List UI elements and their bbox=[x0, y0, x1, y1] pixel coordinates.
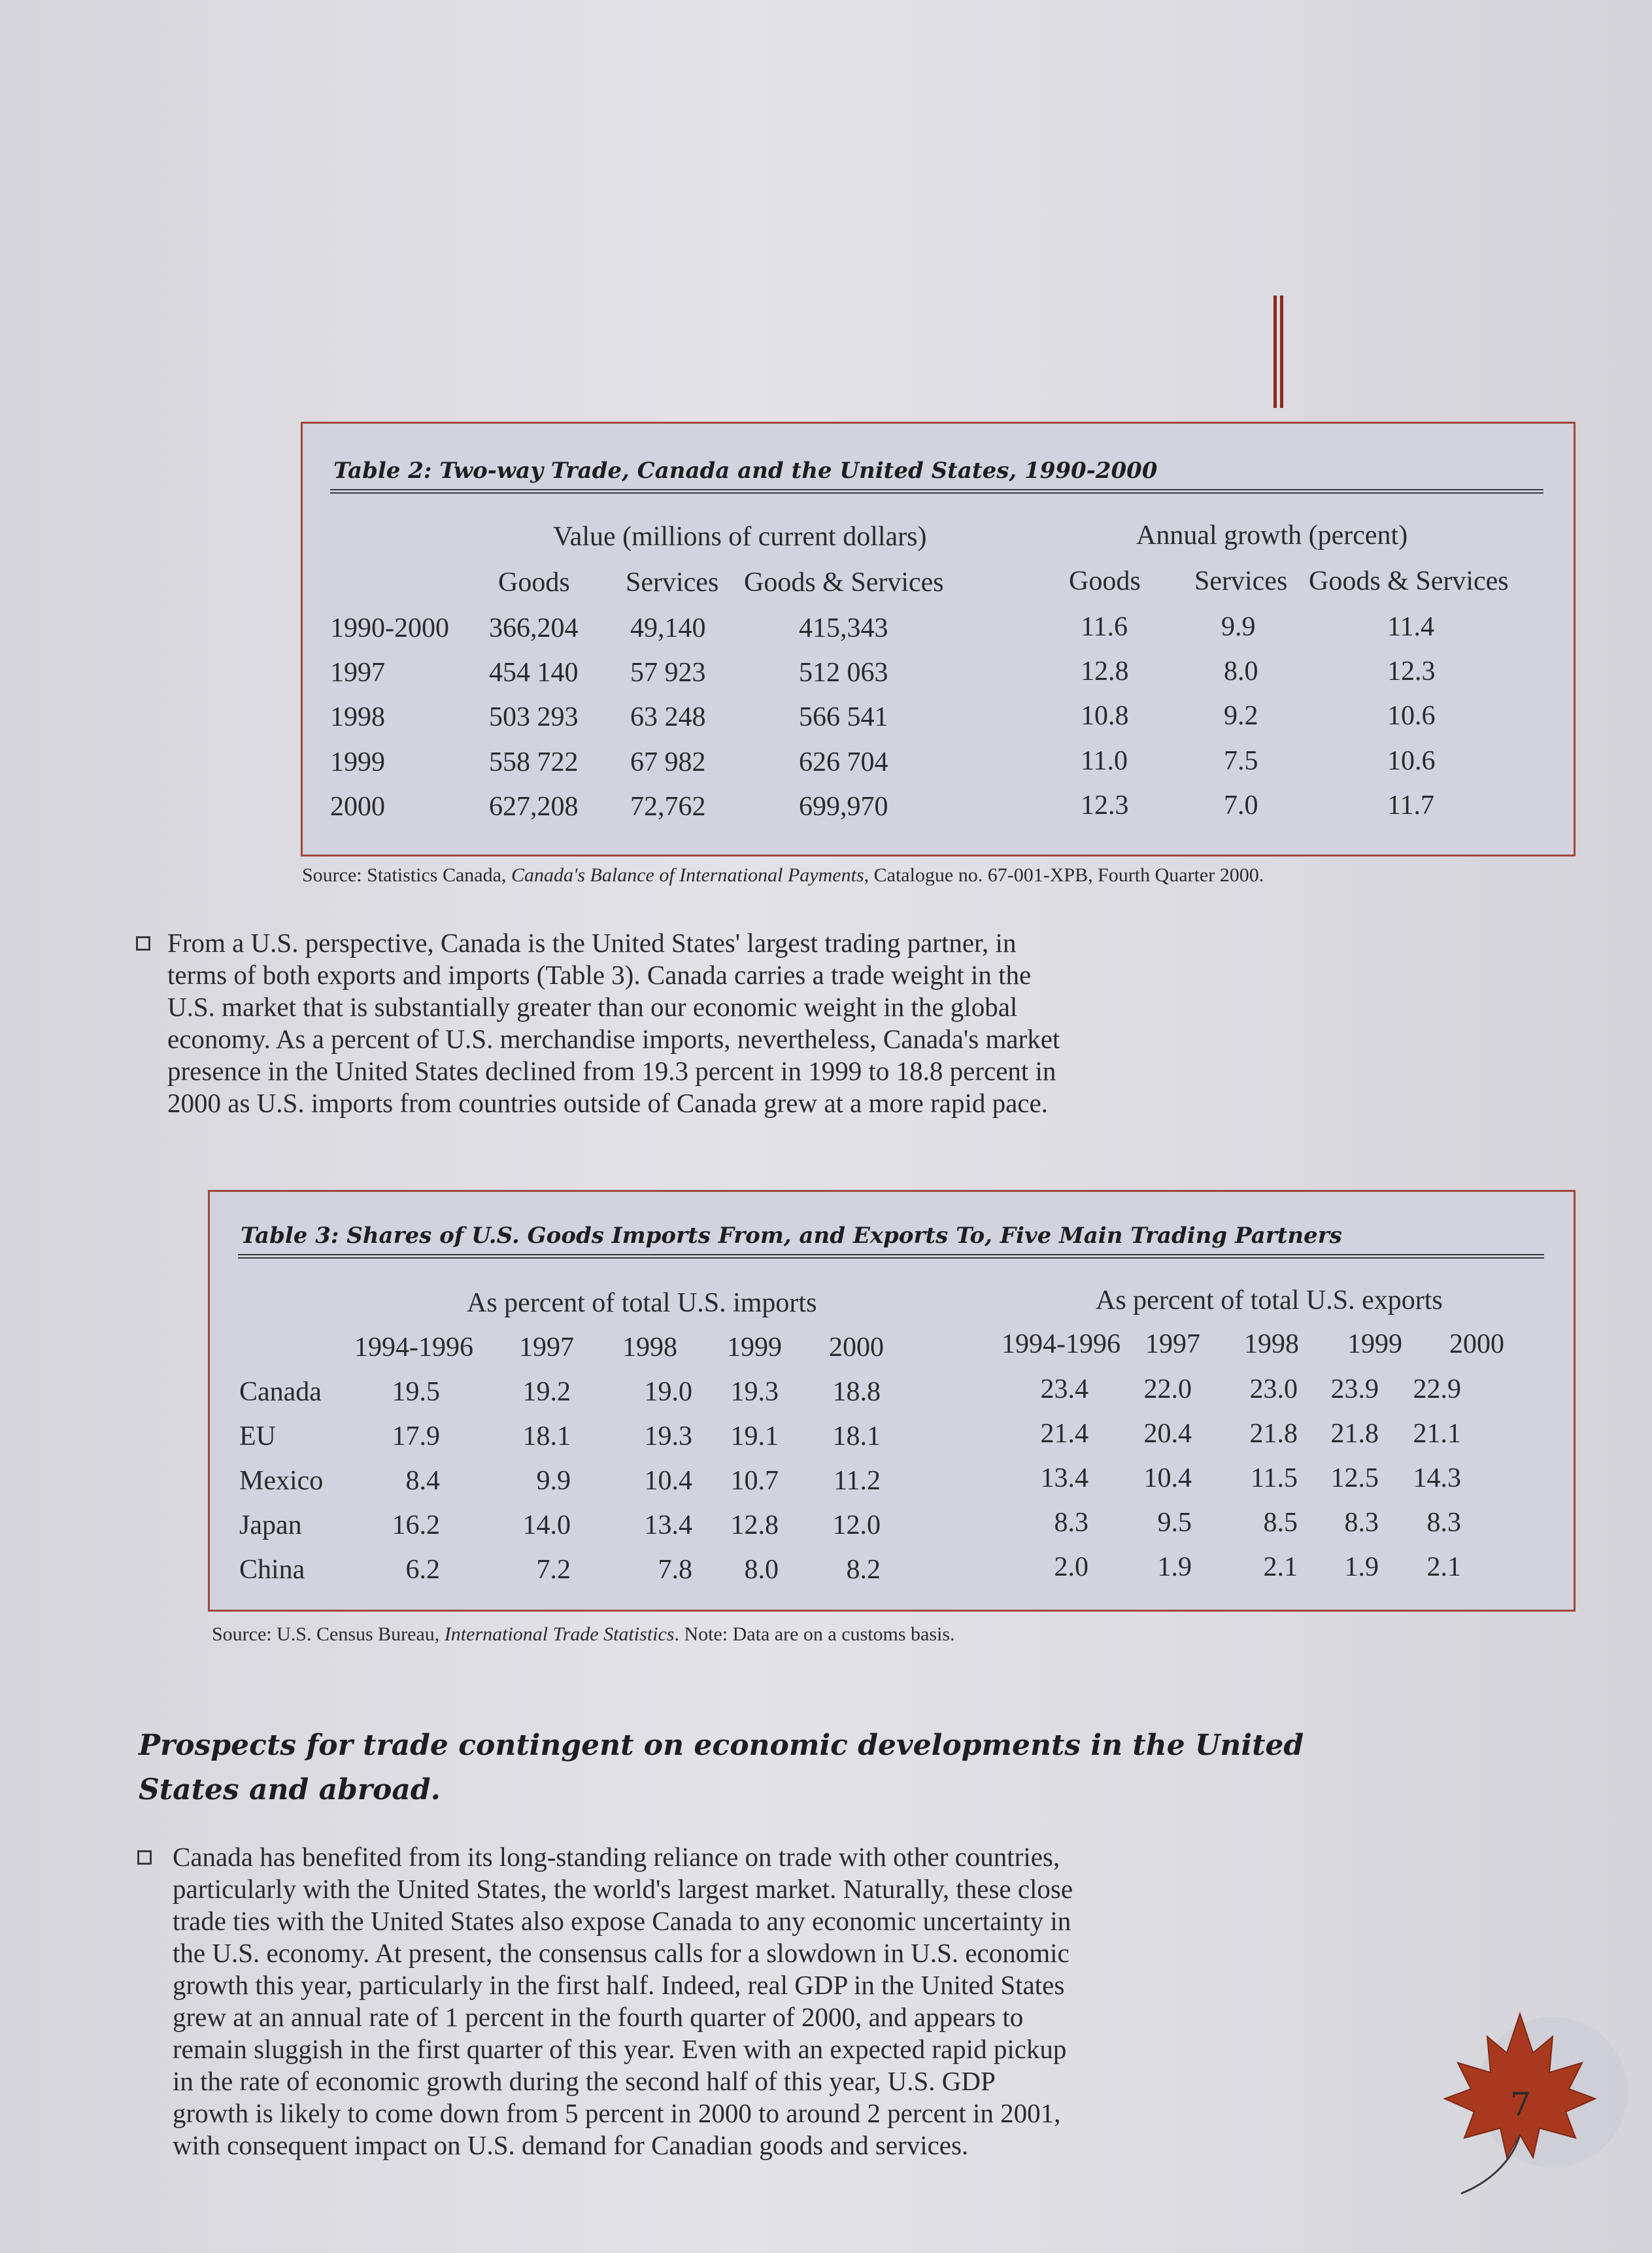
table-3-import-value: 19.3 bbox=[644, 1421, 692, 1451]
table-2-period: 1997 bbox=[330, 658, 385, 688]
table-2-goods: 558 722 bbox=[489, 747, 579, 777]
table-3-export-value: 23.4 bbox=[1040, 1374, 1088, 1404]
paragraph-line: terms of both exports and imports (Table 3). Canada carries a trade weight in the bbox=[167, 960, 1032, 990]
table-2-goods-services: 566 541 bbox=[799, 702, 888, 732]
table-3-import-value: 19.2 bbox=[522, 1377, 571, 1407]
paragraph-line: grew at an annual rate of 1 percent in the fourth quarter of 2000, and appears to bbox=[173, 2002, 1024, 2032]
table-2-growth-goods: 11.6 bbox=[1081, 612, 1128, 642]
table-3-import-value: 6.2 bbox=[405, 1555, 440, 1585]
table-3-import-value: 19.1 bbox=[730, 1421, 779, 1451]
table-3-title: Table 3: Shares of U.S. Goods Imports From, and Exports To, Five Main Trading Partners bbox=[241, 1223, 1342, 1249]
table-2-growth-services: 7.0 bbox=[1224, 790, 1258, 821]
table-2-growth-goods: 12.3 bbox=[1081, 790, 1129, 821]
table-2-growth-goods: 12.8 bbox=[1081, 656, 1129, 686]
table-3-title-rule bbox=[238, 1254, 1544, 1259]
table-3-export-value: 22.0 bbox=[1143, 1374, 1192, 1404]
table-3-export-value: 2.1 bbox=[1263, 1552, 1298, 1582]
table-2-growth-goods-services: 10.6 bbox=[1387, 746, 1436, 776]
table-3-import-value: 10.7 bbox=[730, 1466, 779, 1496]
table-2-growth-services: 8.0 bbox=[1224, 656, 1258, 686]
section-heading-line: States and abroad. bbox=[139, 1773, 441, 1806]
table-3-export-value: 1.9 bbox=[1344, 1552, 1379, 1582]
table-2-growth-services: 9.2 bbox=[1224, 701, 1258, 731]
table-3-export-value: 22.9 bbox=[1413, 1374, 1461, 1404]
table-2-source-prefix: Source: Statistics Canada, bbox=[302, 864, 511, 886]
table-2-goods: 454 140 bbox=[489, 658, 579, 688]
section-heading-line: Prospects for trade contingent on economic developments in the United bbox=[139, 1729, 1304, 1762]
table-3-import-value: 17.9 bbox=[392, 1421, 440, 1451]
table-3-import-value: 19.5 bbox=[392, 1377, 440, 1407]
table-2-col-goods: Goods bbox=[498, 567, 570, 598]
table-3-export-value: 23.0 bbox=[1249, 1374, 1298, 1404]
table-3-import-value: 10.4 bbox=[644, 1466, 692, 1496]
table-3-country: EU bbox=[239, 1421, 276, 1451]
table-3-export-value: 13.4 bbox=[1040, 1463, 1088, 1493]
table-3-import-year: 1994-1996 bbox=[354, 1332, 473, 1363]
paragraph-line: presence in the United States declined from 19.3 percent in 1999 to 18.8 percent in bbox=[167, 1056, 1056, 1086]
table-2-source-title: Canada's Balance of International Payments bbox=[511, 864, 864, 886]
table-3-export-value: 1.9 bbox=[1157, 1552, 1192, 1582]
table-3-import-value: 18.1 bbox=[832, 1421, 881, 1451]
table-3-country: China bbox=[239, 1555, 305, 1585]
table-2-group-value: Value (millions of current dollars) bbox=[553, 522, 927, 552]
table-3-export-value: 8.3 bbox=[1426, 1508, 1461, 1538]
table-2-goods-services: 626 704 bbox=[799, 747, 888, 777]
paragraph-us-economy bbox=[173, 1841, 1073, 2161]
table-3-import-value: 19.0 bbox=[644, 1377, 692, 1407]
table-2-goods-services: 699,970 bbox=[799, 792, 888, 822]
table-2-period: 2000 bbox=[330, 792, 385, 822]
table-3-export-value: 23.9 bbox=[1330, 1374, 1379, 1404]
table-3-import-value: 7.8 bbox=[658, 1555, 692, 1585]
table-2-services: 63 248 bbox=[630, 702, 706, 732]
page-number: 7 bbox=[1510, 2086, 1531, 2124]
table-2-services: 57 923 bbox=[630, 658, 706, 688]
table-2-col-growth-goods-services: Goods & Services bbox=[1309, 566, 1509, 596]
table-3-export-value: 8.3 bbox=[1054, 1508, 1088, 1538]
table-3-source-prefix: Source: U.S. Census Bureau, bbox=[212, 1623, 445, 1645]
table-3-source-title: International Trade Statistics bbox=[444, 1623, 675, 1645]
table-3-import-value: 7.2 bbox=[536, 1555, 571, 1585]
decorative-red-bars bbox=[1273, 296, 1284, 408]
paragraph-line: growth this year, particularly in the first half. Indeed, real GDP in the United States bbox=[173, 1970, 1065, 2000]
table-3-export-year: 1994-1996 bbox=[1002, 1329, 1121, 1359]
table-3-export-value: 8.5 bbox=[1263, 1508, 1298, 1538]
paragraph-line: 2000 as U.S. imports from countries outside of Canada grew at a more rapid pace. bbox=[167, 1088, 1048, 1118]
table-2-title: Table 2: Two-way Trade, Canada and the United States, 1990-2000 bbox=[333, 458, 1158, 484]
table-2-growth-goods-services: 12.3 bbox=[1387, 656, 1436, 686]
table-3-export-year: 1998 bbox=[1244, 1329, 1299, 1359]
table-3-export-value: 11.5 bbox=[1251, 1463, 1298, 1493]
table-3-export-value: 9.5 bbox=[1157, 1508, 1192, 1538]
table-3-export-value: 2.1 bbox=[1426, 1552, 1461, 1582]
paragraph-line: in the rate of economic growth during the second half of this year, U.S. GDP bbox=[173, 2066, 996, 2096]
table-2-goods: 366,204 bbox=[489, 613, 579, 643]
table-2-goods-services: 415,343 bbox=[799, 613, 888, 643]
table-2-period: 1998 bbox=[330, 702, 385, 732]
table-2-growth-goods: 11.0 bbox=[1081, 746, 1128, 776]
table-2-group-growth: Annual growth (percent) bbox=[1136, 520, 1408, 551]
paragraph-line: U.S. market that is substantially greater than our economic weight in the global bbox=[167, 992, 1018, 1022]
paragraph-line: Canada has benefited from its long-standing reliance on trade with other countries, bbox=[173, 1842, 1060, 1872]
table-2-source bbox=[302, 864, 1264, 887]
paragraph-line: growth is likely to come down from 5 percent in 2000 to around 2 percent in 2001, bbox=[173, 2098, 1061, 2128]
table-3-export-value: 2.0 bbox=[1054, 1552, 1088, 1582]
table-3-export-year: 1999 bbox=[1347, 1329, 1402, 1359]
table-3-import-value: 9.9 bbox=[536, 1466, 571, 1496]
table-2-col-growth-services: Services bbox=[1194, 566, 1288, 596]
paragraph-canada-trading-partner bbox=[167, 927, 1060, 1119]
paragraph-line: particularly with the United States, the world's largest market. Naturally, these close bbox=[173, 1874, 1073, 1904]
table-3-import-value: 11.2 bbox=[834, 1466, 881, 1496]
table-3-export-value: 14.3 bbox=[1413, 1463, 1461, 1493]
table-2-services: 67 982 bbox=[630, 747, 706, 777]
table-3-group-imports: As percent of total U.S. imports bbox=[467, 1288, 817, 1318]
table-2-col-growth-goods: Goods bbox=[1069, 566, 1141, 596]
table-3-import-value: 13.4 bbox=[644, 1510, 692, 1540]
table-2-services: 49,140 bbox=[630, 613, 706, 643]
bullet-checkbox-icon bbox=[136, 936, 150, 951]
paragraph-line: remain sluggish in the first quarter of this year. Even with an expected rapid pickup bbox=[173, 2034, 1067, 2064]
table-3-group-exports: As percent of total U.S. exports bbox=[1096, 1285, 1443, 1315]
table-3-export-value: 21.8 bbox=[1249, 1419, 1298, 1449]
table-2-col-services: Services bbox=[626, 567, 719, 598]
paragraph-line: the U.S. economy. At present, the consensus calls for a slowdown in U.S. economic bbox=[173, 1938, 1070, 1968]
table-3-country: Mexico bbox=[239, 1466, 324, 1496]
table-2-period: 1990-2000 bbox=[330, 613, 449, 643]
table-2-goods-services: 512 063 bbox=[799, 658, 888, 688]
table-2-growth-goods-services: 11.7 bbox=[1387, 790, 1434, 821]
table-2-period: 1999 bbox=[330, 747, 385, 777]
paragraph-line: From a U.S. perspective, Canada is the United States' largest trading partner, in bbox=[167, 928, 1017, 958]
table-2-goods: 503 293 bbox=[489, 702, 579, 732]
table-2-goods: 627,208 bbox=[489, 792, 579, 822]
table-3-import-value: 14.0 bbox=[522, 1510, 571, 1540]
table-3-import-year: 1998 bbox=[622, 1332, 677, 1363]
table-3-import-value: 12.8 bbox=[730, 1510, 779, 1540]
table-2-growth-goods-services: 10.6 bbox=[1387, 701, 1436, 731]
table-3-export-value: 10.4 bbox=[1143, 1463, 1192, 1493]
table-3-source-suffix: . Note: Data are on a customs basis. bbox=[674, 1623, 955, 1645]
table-3-export-year: 1997 bbox=[1145, 1329, 1200, 1359]
table-3-import-year: 1999 bbox=[727, 1332, 782, 1363]
table-2-source-suffix: , Catalogue no. 67-001-XPB, Fourth Quarter 2000. bbox=[864, 864, 1264, 886]
table-3-import-value: 19.3 bbox=[730, 1377, 779, 1407]
table-3-import-value: 18.8 bbox=[832, 1377, 881, 1407]
table-3-export-value: 12.5 bbox=[1330, 1463, 1379, 1493]
table-3-import-value: 18.1 bbox=[522, 1421, 571, 1451]
table-2-growth-goods: 10.8 bbox=[1081, 701, 1129, 731]
table-3-import-value: 16.2 bbox=[392, 1510, 440, 1540]
table-3-source bbox=[212, 1623, 955, 1646]
paragraph-line: economy. As a percent of U.S. merchandise imports, nevertheless, Canada's market bbox=[167, 1024, 1060, 1054]
table-3-import-year: 1997 bbox=[519, 1332, 574, 1363]
table-3-export-value: 21.4 bbox=[1040, 1419, 1088, 1449]
table-3-import-year: 2000 bbox=[829, 1332, 884, 1363]
table-3-import-value: 8.0 bbox=[744, 1555, 779, 1585]
table-2-col-goods-services: Goods & Services bbox=[744, 567, 944, 598]
bullet-checkbox-icon bbox=[137, 1850, 152, 1865]
table-3-export-year: 2000 bbox=[1449, 1329, 1504, 1359]
table-3-export-value: 8.3 bbox=[1344, 1508, 1379, 1538]
table-2-services: 72,762 bbox=[630, 792, 706, 822]
paragraph-line: trade ties with the United States also expose Canada to any economic uncertainty in bbox=[173, 1906, 1071, 1936]
table-3-export-value: 20.4 bbox=[1143, 1419, 1192, 1449]
table-2-title-rule bbox=[330, 489, 1543, 494]
table-2-growth-services: 7.5 bbox=[1224, 746, 1258, 776]
table-3-country: Canada bbox=[239, 1377, 322, 1407]
table-3-export-value: 21.8 bbox=[1330, 1419, 1379, 1449]
table-3-import-value: 8.4 bbox=[405, 1466, 440, 1496]
table-2-growth-goods-services: 11.4 bbox=[1387, 612, 1434, 642]
paragraph-line: with consequent impact on U.S. demand for Canadian goods and services. bbox=[173, 2130, 969, 2160]
table-3-country: Japan bbox=[239, 1510, 302, 1540]
table-3-export-value: 21.1 bbox=[1413, 1419, 1461, 1449]
table-3-import-value: 12.0 bbox=[832, 1510, 881, 1540]
table-3-import-value: 8.2 bbox=[846, 1555, 881, 1585]
table-2-growth-services: 9.9 bbox=[1221, 612, 1256, 642]
section-heading bbox=[139, 1723, 1304, 1812]
